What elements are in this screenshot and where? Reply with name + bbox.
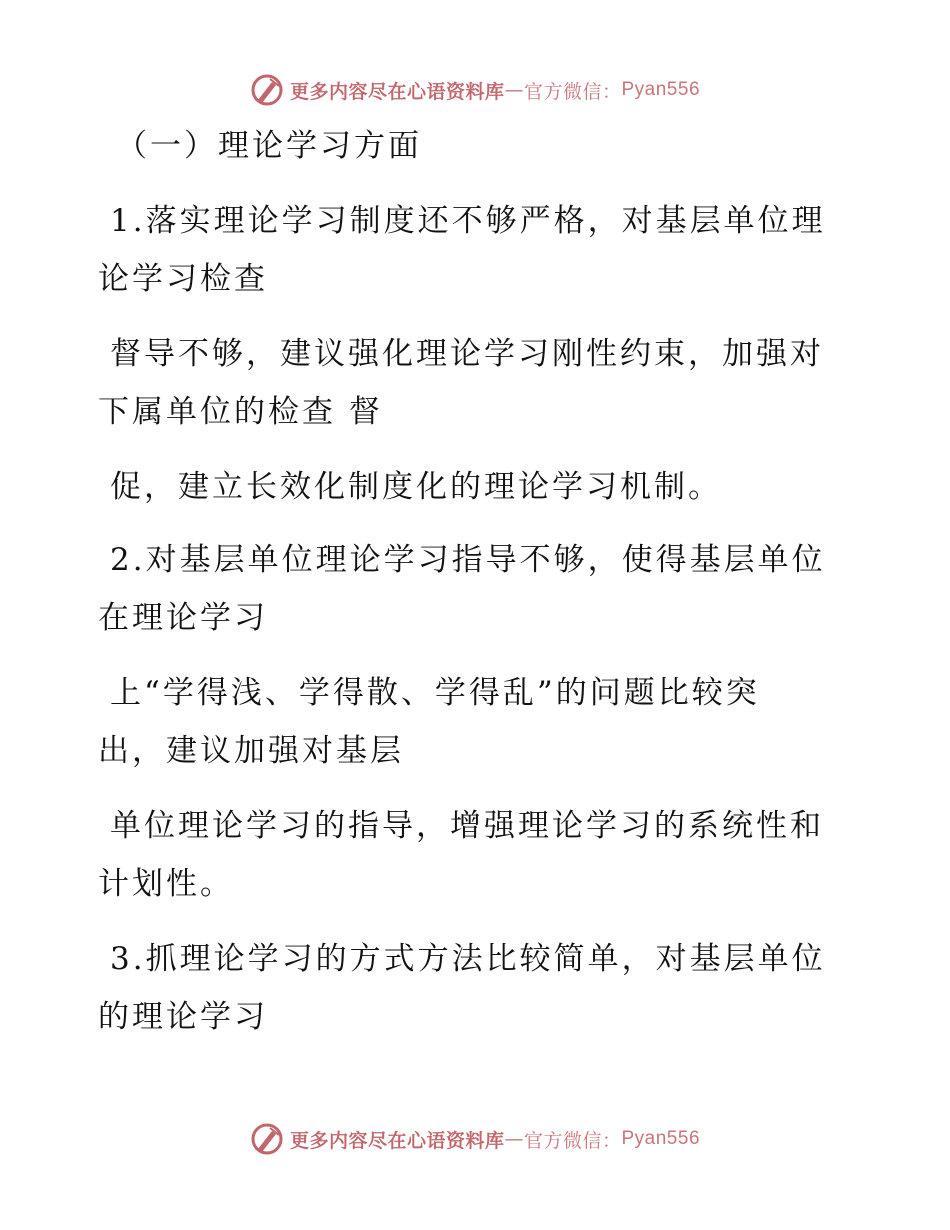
paragraph-line: 3.抓理论学习的方式方法比较简单，对基层单位 [110, 941, 826, 977]
watermark-main-text: 更多内容尽在心语资料库 [289, 1129, 505, 1152]
watermark-wechat-label: 官方微信： [523, 80, 622, 103]
paragraph-line: 促，建立长效化制度化的理论学习机制。 [110, 469, 722, 505]
watermark-dash: — [504, 79, 524, 101]
paragraph-line: 论学习检查 [98, 261, 268, 297]
paragraph-line: 上“学得浅、学得散、学得乱”的问题比较突 [110, 675, 760, 711]
paragraph-line: 单位理论学习的指导，增强理论学习的系统性和 [110, 808, 824, 844]
pen-logo-icon [250, 1122, 284, 1156]
paragraph-line: 1.落实理论学习制度还不够严格，对基层单位理 [110, 203, 826, 239]
watermark-wechat-id: Pyan556 [621, 79, 701, 100]
paragraph-line: 的理论学习 [98, 999, 268, 1035]
watermark-dash: — [504, 1128, 524, 1150]
paragraph-line: 出，建议加强对基层 [98, 733, 404, 769]
paragraph-line: 计划性。 [98, 866, 234, 902]
paragraph-line: 下属单位的检查 督 [98, 394, 383, 430]
watermark-wechat-id: Pyan556 [621, 1128, 701, 1149]
watermark-wechat-label: 官方微信： [523, 1129, 622, 1152]
section-heading: （一）理论学习方面 [116, 128, 422, 164]
paragraph-line: 督导不够，建议强化理论学习刚性约束，加强对 [110, 336, 824, 372]
watermark-main-text: 更多内容尽在心语资料库 [289, 80, 505, 103]
paragraph-line: 在理论学习 [98, 600, 268, 636]
footer-watermark [0, 1119, 950, 1159]
paragraph-line: 2.对基层单位理论学习指导不够，使得基层单位 [110, 542, 826, 578]
